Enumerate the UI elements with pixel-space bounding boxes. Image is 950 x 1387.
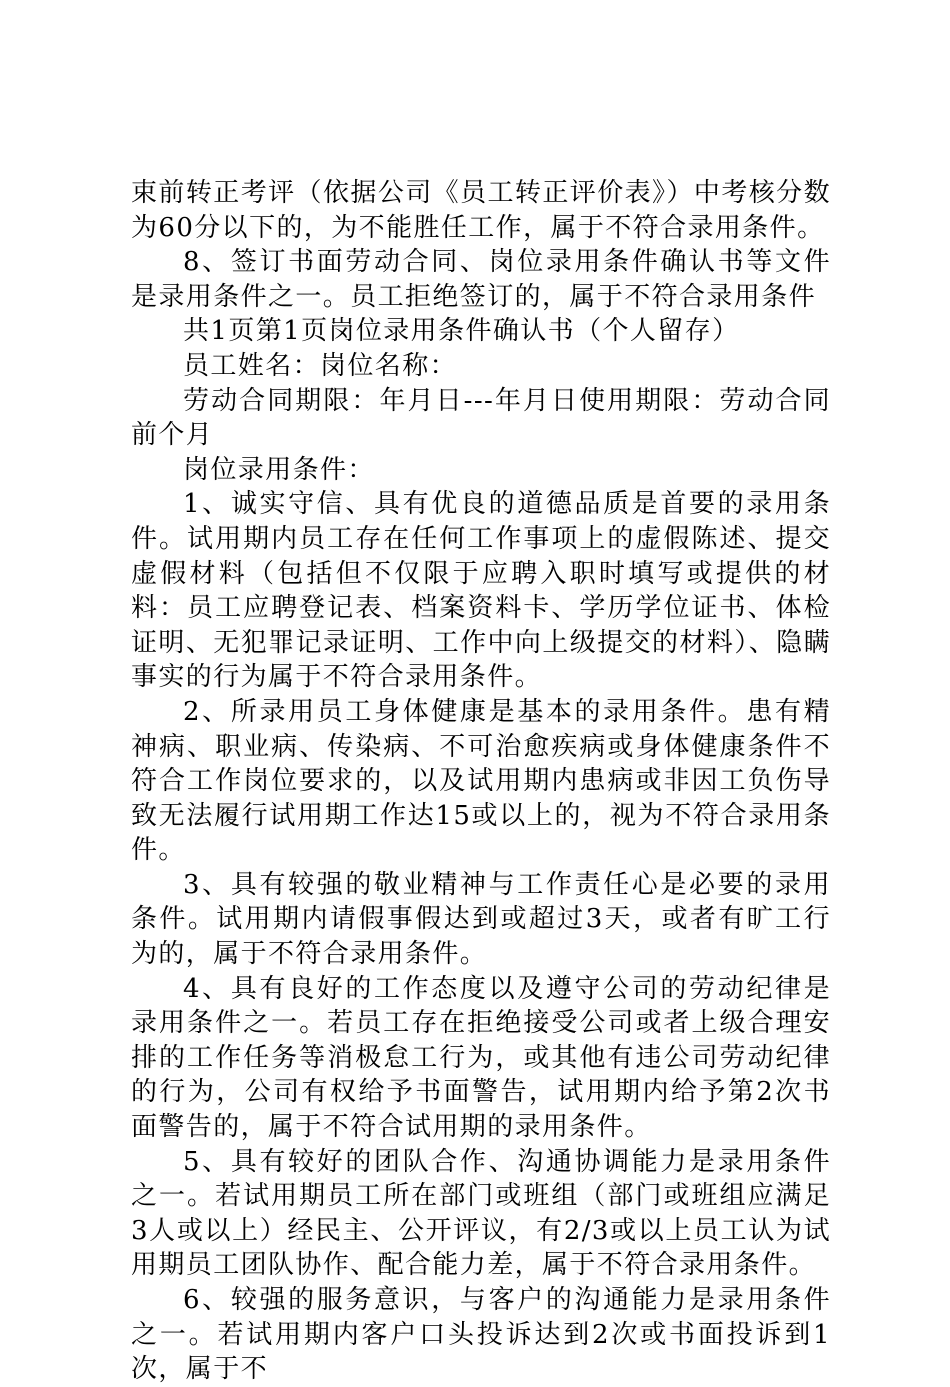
condition-item-4: 4、具有良好的工作态度以及遵守公司的劳动纪律是录用条件之一。若员工存在拒绝接受公司或者上级合理安排的工作任务等消极怠工行为，或其他有违公司劳动纪律的行为，公司有权给予书面警告，试用期内给予第2次书面警告的，属于不符合试用期的录用条件。 (131, 973, 831, 1143)
conditions-heading: 岗位录用条件： (183, 454, 375, 485)
condition-item-6: 6、较强的服务意识，与客户的沟通能力是录用条件之一。若试用期内客户口头投诉达到2次或书面投诉到1次，属于不 (131, 1285, 831, 1385)
paragraph-continuation: 束前转正考评（依据公司《员工转正评价表》）中考核分数为60分以下的，为不能胜任工作，属于不符合录用条件。 (131, 178, 831, 243)
condition-item-2: 2、所录用员工身体健康是基本的录用条件。患有精神病、职业病、传染病、不可治愈疾病或身体健康条件不符合工作岗位要求的，以及试用期内患病或非因工负伤导致无法履行试用期工作达15或以上的，视为不符合录用条件。 (131, 696, 831, 866)
page-footer-and-form-title: 共1页第1页岗位录用条件确认书（个人留存） (183, 316, 740, 347)
contract-term-line: 劳动合同期限：年月日---年月日使用期限：劳动合同前个月 (131, 385, 831, 451)
employee-name-position-line: 员工姓名：岗位名称： (183, 350, 458, 381)
document-body (131, 176, 831, 1387)
condition-item-3: 3、具有较强的敬业精神与工作责任心是必要的录用条件。试用期内请假事假达到或超过3天，或者有旷工行为的，属于不符合录用条件。 (131, 869, 831, 970)
paragraph-item-8: 8、签订书面劳动合同、岗位录用条件确认书等文件是录用条件之一。员工拒绝签订的，属于不符合录用条件 (131, 247, 831, 312)
condition-item-1: 1、诚实守信、具有优良的道德品质是首要的录用条件。试用期内员工存在任何工作事项上的虚假陈述、提交虚假材料（包括但不仅限于应聘入职时填写或提供的材料：员工应聘登记表、档案资料卡、学历学位证书、体检证明、无犯罪记录证明、工作中向上级提交的材料）、隐瞒事实的行为属于不符合录用条件。 (131, 489, 831, 693)
condition-item-5: 5、具有较好的团队合作、沟通协调能力是录用条件之一。若试用期员工所在部门或班组（部门或班组应满足3人或以上）经民主、公开评议，有2/3或以上员工认为试用期员工团队协作、配合能力差，属于不符合录用条件。 (131, 1146, 831, 1281)
